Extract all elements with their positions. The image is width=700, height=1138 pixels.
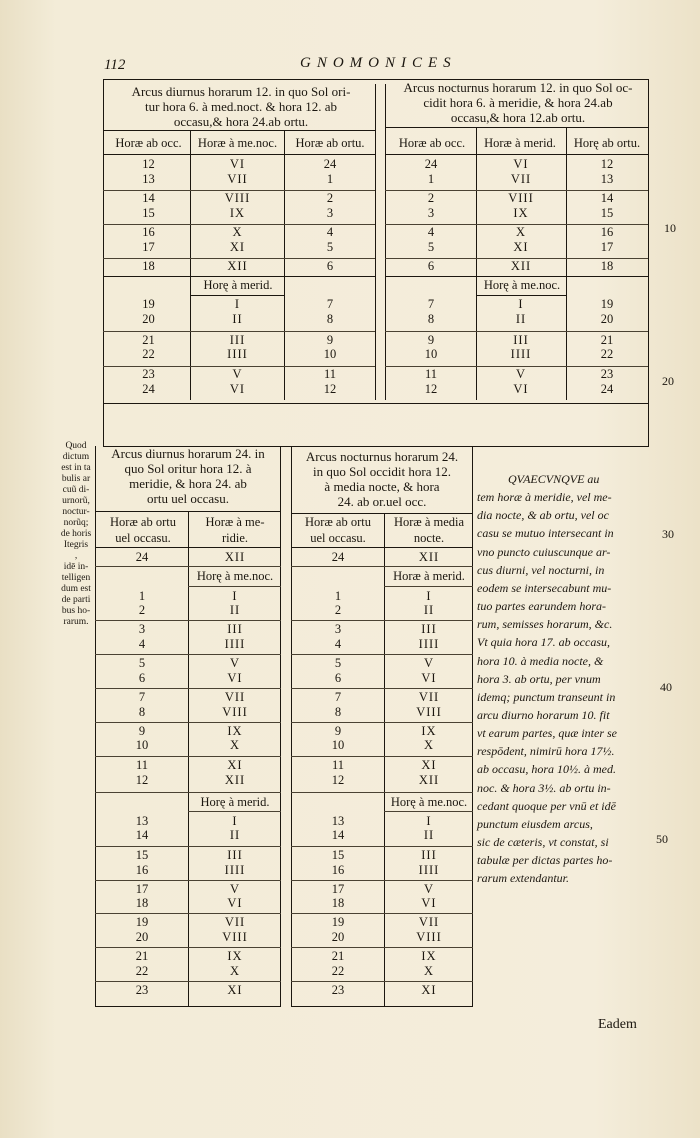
table-cell: XI [229,240,246,254]
table-cell: 19 [135,915,149,929]
table-cell: XII [224,550,246,564]
column-header: Horæ à me- ridie. [205,515,265,545]
table-cell: 14 [600,191,614,205]
column-header: Horæ ab occ. [398,136,466,150]
table-cell: 12 [142,157,155,171]
column-header: Horæ à merid. [484,136,556,150]
subheader: Horę à me.noc. [196,569,274,583]
table-cell: VII [224,915,246,929]
table-cell: VIII [416,705,442,719]
table-cell: IIII [418,863,440,877]
table-cell: XI [227,983,243,997]
table-cell: 11 [424,367,438,381]
commentary-line: rum, semisses horarum, &c. [477,617,613,632]
table-cell: 15 [600,206,614,220]
marginal-note-line: cuũ di- [62,485,90,495]
table-cell: VIII [508,191,534,205]
table-cell: 17 [331,882,345,896]
table-cell: 5 [326,240,334,254]
table-cell: 4 [427,225,435,239]
table-cell: XII [224,773,246,787]
marginal-note-line: rarum. [63,617,89,627]
top-left-table-title: Arcus diurnus horarum 12. in quo Sol ori- tur hora 6. à med.noct. & hora 12. ab occasu,& hora 24.ab ortu. [131,84,351,129]
subheader: Horę à merid. [200,795,270,809]
table-cell: 9 [334,724,342,738]
commentary-line: tem horæ à meridie, vel me- [477,490,612,505]
table-cell: 23 [331,983,345,997]
table-cell: 19 [142,297,155,311]
table-cell: X [423,738,435,752]
table-cell: 18 [600,259,614,273]
table-cell: XII [418,773,440,787]
table-cell: 6 [326,259,334,273]
table-cell: IX [227,724,243,738]
table-cell: V [423,882,435,896]
table-cell: V [232,367,243,381]
table-cell: II [229,828,241,842]
table-cell: II [232,312,243,326]
table-cell: XI [227,758,243,772]
table-cell: 7 [138,690,146,704]
table-cell: 23 [142,367,155,381]
table-cell: 2 [334,603,342,617]
commentary-line: tabulæ per dictas partes ho- [477,853,613,868]
table-cell: 20 [135,930,149,944]
table-cell: 23 [600,367,614,381]
table-cell: VIII [224,191,251,205]
table-cell: 1 [326,172,334,186]
table-cell: 9 [427,333,435,347]
line-number: 40 [660,680,672,694]
top-right-table-title: Arcus nocturnus horarum 12. in quo Sol oc- cidit hora 6. à meridie, & hora 24.ab occasu,& hora 12.ab ortu. [403,80,633,125]
table-cell: VII [418,915,440,929]
commentary-line: vt earum partes, quæ inter se [477,726,617,741]
commentary-line: QVAECVNQVE au [508,472,600,486]
table-cell: 3 [427,206,435,220]
column-header: Horæ ab ortu. [295,136,365,150]
marginal-note-line: est in ta [61,463,91,473]
table-cell: 3 [326,206,334,220]
table-cell: 11 [323,367,337,381]
table-cell: 24 [600,382,614,396]
table-cell: 17 [142,240,155,254]
table-cell: 13 [142,172,155,186]
bottom-left-table-title: Arcus diurnus horarum 24. in quo Sol oritur hora 12. à meridie, & hora 24. ab ortu uel occasu. [111,446,265,506]
table-cell: 8 [138,705,146,719]
table-cell: 22 [600,347,614,361]
table-cell: VII [510,172,532,186]
table-cell: 1 [138,589,146,603]
column-header: Horę ab ortu. [573,136,641,150]
table-cell: 2 [427,191,435,205]
commentary-line: rarum extendantur. [477,871,569,886]
table-cell: VI [229,382,246,396]
marginal-note-line: idē in- [63,562,89,572]
table-cell: IX [229,206,246,220]
marginal-note-line: de horis [60,529,92,539]
line-number: 20 [662,374,674,388]
table-cell: VI [513,157,529,171]
table-cell: 10 [424,347,438,361]
table-cell: IIII [227,347,248,361]
table-cell: X [232,225,243,239]
marginal-note-line: dictum [62,452,90,462]
table-cell: III [227,848,243,862]
commentary-line: idemq; punctum transeunt in [477,689,616,704]
table-cell: 15 [331,848,345,862]
table-cell: 10 [323,347,337,361]
marginal-note-line: bulis ar [61,474,91,484]
table-cell: 7 [326,297,334,311]
table-cell: 11 [331,758,345,772]
marginal-note-line: urnorũ, [62,496,90,506]
table-cell: 16 [135,863,149,877]
table-cell: VI [227,671,243,685]
table-cell: 4 [326,225,334,239]
table-cell: 14 [331,828,345,842]
table-cell: V [229,882,241,896]
table-cell: 18 [331,896,345,910]
table-cell: VI [229,157,246,171]
table-cell: 24 [331,550,345,564]
table-cell: III [421,622,437,636]
table-cell: III [229,333,246,347]
table-cell: I [518,297,524,311]
table-cell: 23 [135,983,149,997]
table-cell: II [515,312,527,326]
table-cell: 8 [334,705,342,719]
table-cell: 2 [326,191,334,205]
table-cell: 20 [600,312,614,326]
table-cell: 5 [427,240,435,254]
table-cell: 7 [334,690,342,704]
commentary-line: eodem se intersecabunt mu- [477,580,612,595]
table-cell: 12 [600,157,614,171]
table-cell: I [426,589,432,603]
line-number: 50 [656,832,668,846]
table-cell: 24 [323,157,337,171]
table-cell: X [229,964,241,978]
table-cell: 10 [135,738,149,752]
table-cell: V [515,367,527,381]
table-cell: 14 [135,828,149,842]
table-cell: II [423,603,435,617]
table-cell: 17 [135,882,149,896]
table-cell: 4 [334,637,342,651]
table-cell: IX [421,724,437,738]
table-cell: VII [418,690,440,704]
table-cell: X [515,225,527,239]
table-cell: I [232,814,238,828]
table-cell: 5 [138,656,146,670]
page-number: 112 [104,57,126,73]
table-cell: VII [227,172,248,186]
commentary-line: vno puncto cuiuscunque ar- [477,544,611,559]
table-cell: VIII [416,930,442,944]
subheader: Horę à merid. [203,278,273,292]
table-cell: IIII [510,347,532,361]
commentary-line: Vt quia hora 17. ab occasu, [477,635,610,650]
marginal-note-line: telligen [61,573,91,583]
table-cell: 21 [600,333,614,347]
marginal-note-line: Itegris [63,540,89,550]
table-cell: III [421,848,437,862]
table-cell: X [229,738,241,752]
table-cell: 24 [142,382,155,396]
column-header: Horæ ab ortu uel occasu. [110,515,176,545]
table-cell: IIII [224,637,246,651]
table-cell: 19 [331,915,345,929]
table-cell: VI [227,896,243,910]
table-cell: XII [418,550,440,564]
table-cell: 3 [334,622,342,636]
table-cell: 16 [331,863,345,877]
table-cell: V [423,656,435,670]
commentary-line: respōdent, nimirū hora 17½. [477,744,615,759]
table-cell: 10 [331,738,345,752]
commentary-line: punctum eiusdem arcus, [477,816,593,831]
table-cell: XI [421,758,437,772]
table-cell: 14 [142,191,155,205]
commentary-line: dia nocte, & ab ortu, vel oc [477,508,609,523]
subheader: Horæ à merid. [393,569,465,583]
marginal-note [56,441,96,628]
table-cell: 15 [135,848,149,862]
table-cell: II [423,828,435,842]
table-cell: 13 [600,172,614,186]
table-cell: 18 [135,896,149,910]
marginal-note-line: de parti [61,595,91,605]
commentary-line: noc. & hora 3½. ab ortu in- [477,780,611,795]
commentary-line: sic de cæteris, vt constat, si [477,835,609,849]
table-cell: 6 [334,671,342,685]
subheader: Horę à me.noc. [483,278,561,292]
table-cell: 16 [142,225,155,239]
table-cell: IIII [418,637,440,651]
table-cell: 8 [326,312,334,326]
commentary-line: ab occasu, hora 10½. à med. [477,762,616,777]
marginal-note-line: dum est [61,584,91,594]
table-cell: 22 [331,964,345,978]
table-cell: 9 [138,724,146,738]
bottom-middle-table-title: Arcus nocturnus horarum 24. in quo Sol occidit hora 12. à media nocte, & hora 24. ab or.uel occ. [305,449,459,509]
table-cell: 19 [600,297,614,311]
table-cell: VI [421,896,437,910]
table-cell: 16 [600,225,614,239]
table-cell: IX [227,949,243,963]
catchword: Eadem [598,1017,637,1032]
table-cell: 24 [135,550,149,564]
table-cell: 12 [424,382,438,396]
table-cell: IX [421,949,437,963]
table-cell: XI [421,983,437,997]
table-cell: 6 [138,671,146,685]
table-cell: 12 [323,382,337,396]
table-cell: 11 [135,758,149,772]
marginal-note-line: Quod [65,441,87,451]
table-cell: 13 [331,814,345,828]
table-cell: 22 [142,347,155,361]
table-cell: 18 [142,259,155,273]
table-cell: 13 [135,814,149,828]
table-cell: 20 [331,930,345,944]
column-header: Horæ ab occ. [115,136,182,150]
table-cell: 7 [427,297,435,311]
commentary-line: hora 10. à media nocte, & [477,653,604,668]
table-cell: I [234,297,241,311]
table-cell: VI [421,671,437,685]
table-cell: 1 [427,172,435,186]
table-cell: 3 [138,622,146,636]
table-cell: 21 [331,949,345,963]
table-cell: 21 [142,333,155,347]
table-cell: V [229,656,241,670]
table-cell: 9 [326,333,334,347]
commentary-line: cedant quoque per vnū et idē [477,798,616,813]
table-cell: III [513,333,529,347]
table-cell: VIII [222,930,248,944]
commentary-line: tuo partes earundem hora- [477,599,606,614]
table-cell: 2 [138,603,146,617]
table-cell: VI [513,382,529,396]
table-cell: 20 [142,312,155,326]
table-cell: XII [510,259,532,273]
commentary-line: hora 3. ab ortu, per vnum [477,671,601,686]
commentary-line: casu se mutuo intersecant in [477,526,614,541]
column-header: Horæ à media nocte. [393,515,465,545]
table-cell: VIII [222,705,248,719]
table-cell: 21 [135,949,149,963]
table-cell: VII [224,690,246,704]
table-cell: XI [513,240,529,254]
line-number: 10 [664,221,676,235]
column-header: Horæ ab ortu uel occasu. [305,515,371,545]
commentary-line: arcu diurno horarum 10. fit [477,707,610,722]
table-cell: XII [227,259,248,273]
table-cell: 4 [138,637,146,651]
table-cell: X [423,964,435,978]
marginal-note-line: norũq; [63,518,89,528]
table-cell: III [227,622,243,636]
table-cell: 12 [135,773,149,787]
marginal-note-line: , [74,551,78,561]
running-head: GNOMONICES [300,55,457,71]
table-cell: 8 [427,312,435,326]
table-cell: I [426,814,432,828]
table-cell: 1 [334,589,342,603]
table-cell: II [229,603,241,617]
table-cell: 24 [424,157,438,171]
table-cell: 6 [427,259,435,273]
line-number: 30 [662,527,674,541]
subheader: Horę à me.noc. [390,795,468,809]
marginal-note-line: noctur- [62,507,90,517]
table-cell: 22 [135,964,149,978]
commentary-line: cus diurni, vel nocturni, in [477,562,605,577]
table-cell: I [232,589,238,603]
table-cell: IX [513,206,529,220]
table-cell: 12 [331,773,345,787]
table-cell: 15 [142,206,155,220]
table-cell: IIII [224,863,246,877]
column-header: Horæ à me.noc. [197,136,278,150]
marginal-note-line: bus ho- [61,606,91,616]
table-cell: 17 [600,240,614,254]
table-cell: 5 [334,656,342,670]
